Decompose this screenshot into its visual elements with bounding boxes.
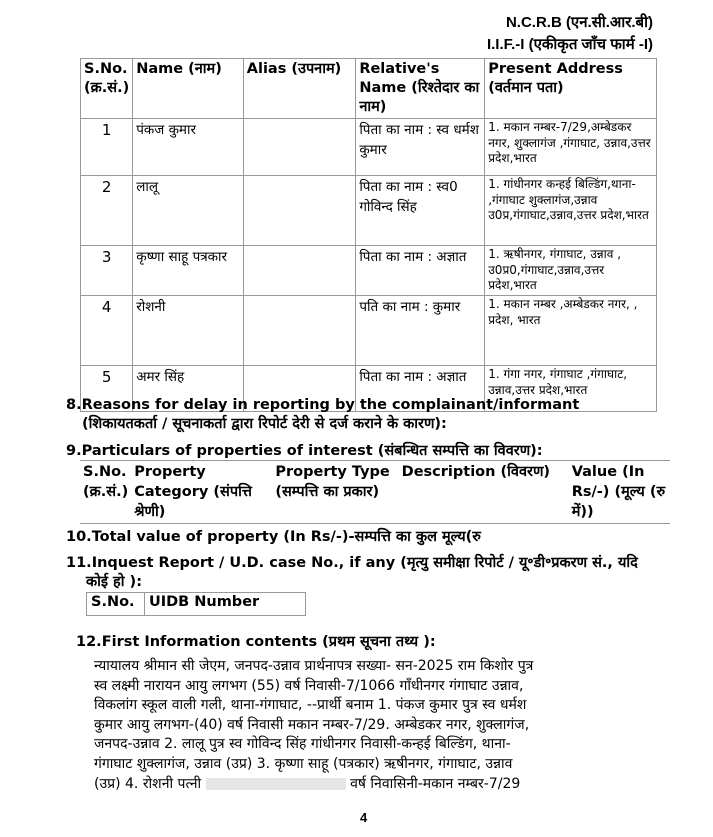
- col-header-sno: S.No. (क्र.सं.): [81, 59, 133, 119]
- fir-last-line-end: वर्ष निवासिनी-मकान नम्बर-7/29: [350, 775, 521, 792]
- section-8-title: [66, 396, 579, 415]
- cell-relative: पिता का नाम : अज्ञात: [356, 366, 485, 412]
- col-header-sno: S.No.: [87, 593, 145, 616]
- section-8-subtitle: (शिकायतकर्ता / सूचनाकर्ता द्वारा रिपोर्ट देरी से दर्ज कराने के कारण):: [82, 416, 447, 432]
- fir-line: कुमार आयु लगभग-(40) वर्ष निवासी मकान नम्बर-7/29. अम्बेडकर नगर, शुक्लागंज,: [94, 716, 530, 733]
- fir-line: गंगाघाट शुक्लागंज, उन्नाव (उप्र) 3. कृष्णा साहू (पत्रकार) ऋषीनगर, गंगाघाट, उन्नाव: [94, 755, 513, 772]
- section-12-title: [76, 633, 436, 652]
- section-12-text: First Information contents (प्रथम सूचना तथ्य ):: [101, 634, 436, 650]
- section-10-text: Total value of property (In Rs/-)-सम्पत्ति का कुल मूल्य(रु: [91, 529, 481, 545]
- cell-sno: 4: [81, 296, 133, 366]
- fir-line: जनपद-उन्नाव 2. लालू पुत्र स्व गोविन्द सिंह गांधीनगर निवासी-कन्हई बिल्डिंग, थाना-: [94, 736, 511, 753]
- cell-name: रोशनी: [133, 296, 244, 366]
- cell-relative: पिता का नाम : स्व धर्मश कुमार: [356, 119, 485, 176]
- col-header-name: Name (नाम): [133, 59, 244, 119]
- cell-sno: 5: [81, 366, 133, 412]
- accused-table-header: [81, 59, 657, 119]
- section-9-text: Particulars of properties of interest (संबन्धित सम्पत्ति का विवरण):: [81, 443, 543, 459]
- cell-alias: [243, 296, 356, 366]
- section-10-number: 10.: [66, 529, 92, 545]
- section-12-number: 12.: [76, 634, 102, 650]
- cell-alias: [243, 119, 356, 176]
- section-8-number: 8.: [66, 397, 82, 413]
- cell-name: अमर सिंह: [133, 366, 244, 412]
- fir-line: विकलांग स्कूल वाली गली, थाना-गंगाघाट, --प्रार्थी बनाम 1. पंकज कुमार पुत्र स्व धर्मश: [94, 697, 527, 714]
- cell-relative: पिता का नाम : अज्ञात: [356, 246, 485, 296]
- property-table-header: [80, 461, 670, 524]
- header-iif: I.I.F.-I (एकीकृत जाँच फार्म -I): [486, 36, 653, 53]
- section-11-title: [66, 554, 638, 573]
- cell-sno: 2: [81, 176, 133, 246]
- redacted-text: [206, 778, 346, 790]
- section-11-number: 11.: [66, 555, 92, 571]
- property-table: [80, 460, 670, 524]
- cell-name: कृष्णा साहू पत्रकार: [133, 246, 244, 296]
- col-header-address: Present Address (वर्तमान पता): [485, 59, 657, 119]
- fir-contents: [94, 657, 654, 794]
- cell-address: 1. गांधीनगर कन्हई बिल्डिंग,थाना- ,गंगाघाट शुक्लागंज,उन्नाव उ0प्र,गंगाघाट,उन्नाव,उत्तर प्रदेश,भारत: [485, 176, 657, 246]
- section-8-text: Reasons for delay in reporting by the complainant/informant: [81, 397, 580, 413]
- fir-line: स्व लक्ष्मी नारायन आयु लगभग (55) वर्ष निवासी-7/1066 गाँधीनगर गंगाघाट उन्नाव,: [94, 677, 524, 694]
- uidb-table-header: [87, 593, 306, 616]
- cell-name: पंकज कुमार: [133, 119, 244, 176]
- cell-address: 1. मकान नम्बर ,अम्बेडकर नगर, , प्रदेश, भारत: [485, 296, 657, 366]
- cell-name: लालू: [133, 176, 244, 246]
- table-row: [81, 246, 657, 296]
- table-row: [81, 176, 657, 246]
- col-header-alias: Alias (उपनाम): [243, 59, 356, 119]
- section-9-title: [66, 442, 543, 461]
- uidb-table: [86, 592, 306, 616]
- cell-sno: 1: [81, 119, 133, 176]
- col-header-type: Property Type (सम्पत्ति का प्रकार): [272, 461, 398, 524]
- col-header-value: Value (In Rs/-) (मूल्य (रु में)): [569, 461, 670, 524]
- table-row: [81, 119, 657, 176]
- section-9-number: 9.: [66, 443, 82, 459]
- table-row: [81, 296, 657, 366]
- cell-address: 1. ऋषीनगर, गंगाघाट, उन्नाव , उ0प्र0,गंगाघाट,उन्नाव,उत्तर प्रदेश,भारत: [485, 246, 657, 296]
- cell-alias: [243, 176, 356, 246]
- cell-relative: पति का नाम : कुमार: [356, 296, 485, 366]
- header-ncrb: N.C.R.B (एन.सी.आर.बी): [505, 14, 653, 31]
- cell-relative: पिता का नाम : स्व0 गोविन्द सिंह: [356, 176, 485, 246]
- fir-line: [94, 775, 654, 795]
- fir-last-line-start: (उप्र) 4. रोशनी पत्नी: [94, 775, 202, 792]
- col-header-uidb: UIDB Number: [144, 593, 305, 616]
- col-header-sno: S.No. (क्र.सं.): [80, 461, 131, 524]
- col-header-description: Description (विवरण): [399, 461, 569, 524]
- cell-address: 1. मकान नम्बर-7/29,अम्बेडकर नगर, शुक्लागंज ,गंगाघाट, उन्नाव,उत्तर प्रदेश,भारत: [485, 119, 657, 176]
- accused-table: [80, 58, 657, 412]
- section-10: [66, 528, 481, 547]
- section-11-text: Inquest Report / U.D. case No., if any (मृत्यु समीक्षा रिपोर्ट / यू॰डी॰प्रकरण सं., यदि: [91, 555, 638, 571]
- section-11-text-line2: कोई हो ):: [86, 574, 142, 590]
- col-header-relative: Relative's Name (रिश्तेदार का नाम): [356, 59, 485, 119]
- cell-alias: [243, 246, 356, 296]
- col-header-category: Property Category (संपत्ति श्रेणी): [131, 461, 272, 524]
- fir-line: न्यायालय श्रीमान सी जेएम, जनपद-उन्नाव प्रार्थनापत्र सख्या- सन-2025 राम किशोर पुत्र: [94, 658, 534, 674]
- cell-sno: 3: [81, 246, 133, 296]
- cell-address: 1. गंगा नगर, गंगाघाट ,गंगाघाट, उन्नाव,उत्तर प्रदेश,भारत: [485, 366, 657, 412]
- page-number: 4: [360, 810, 368, 825]
